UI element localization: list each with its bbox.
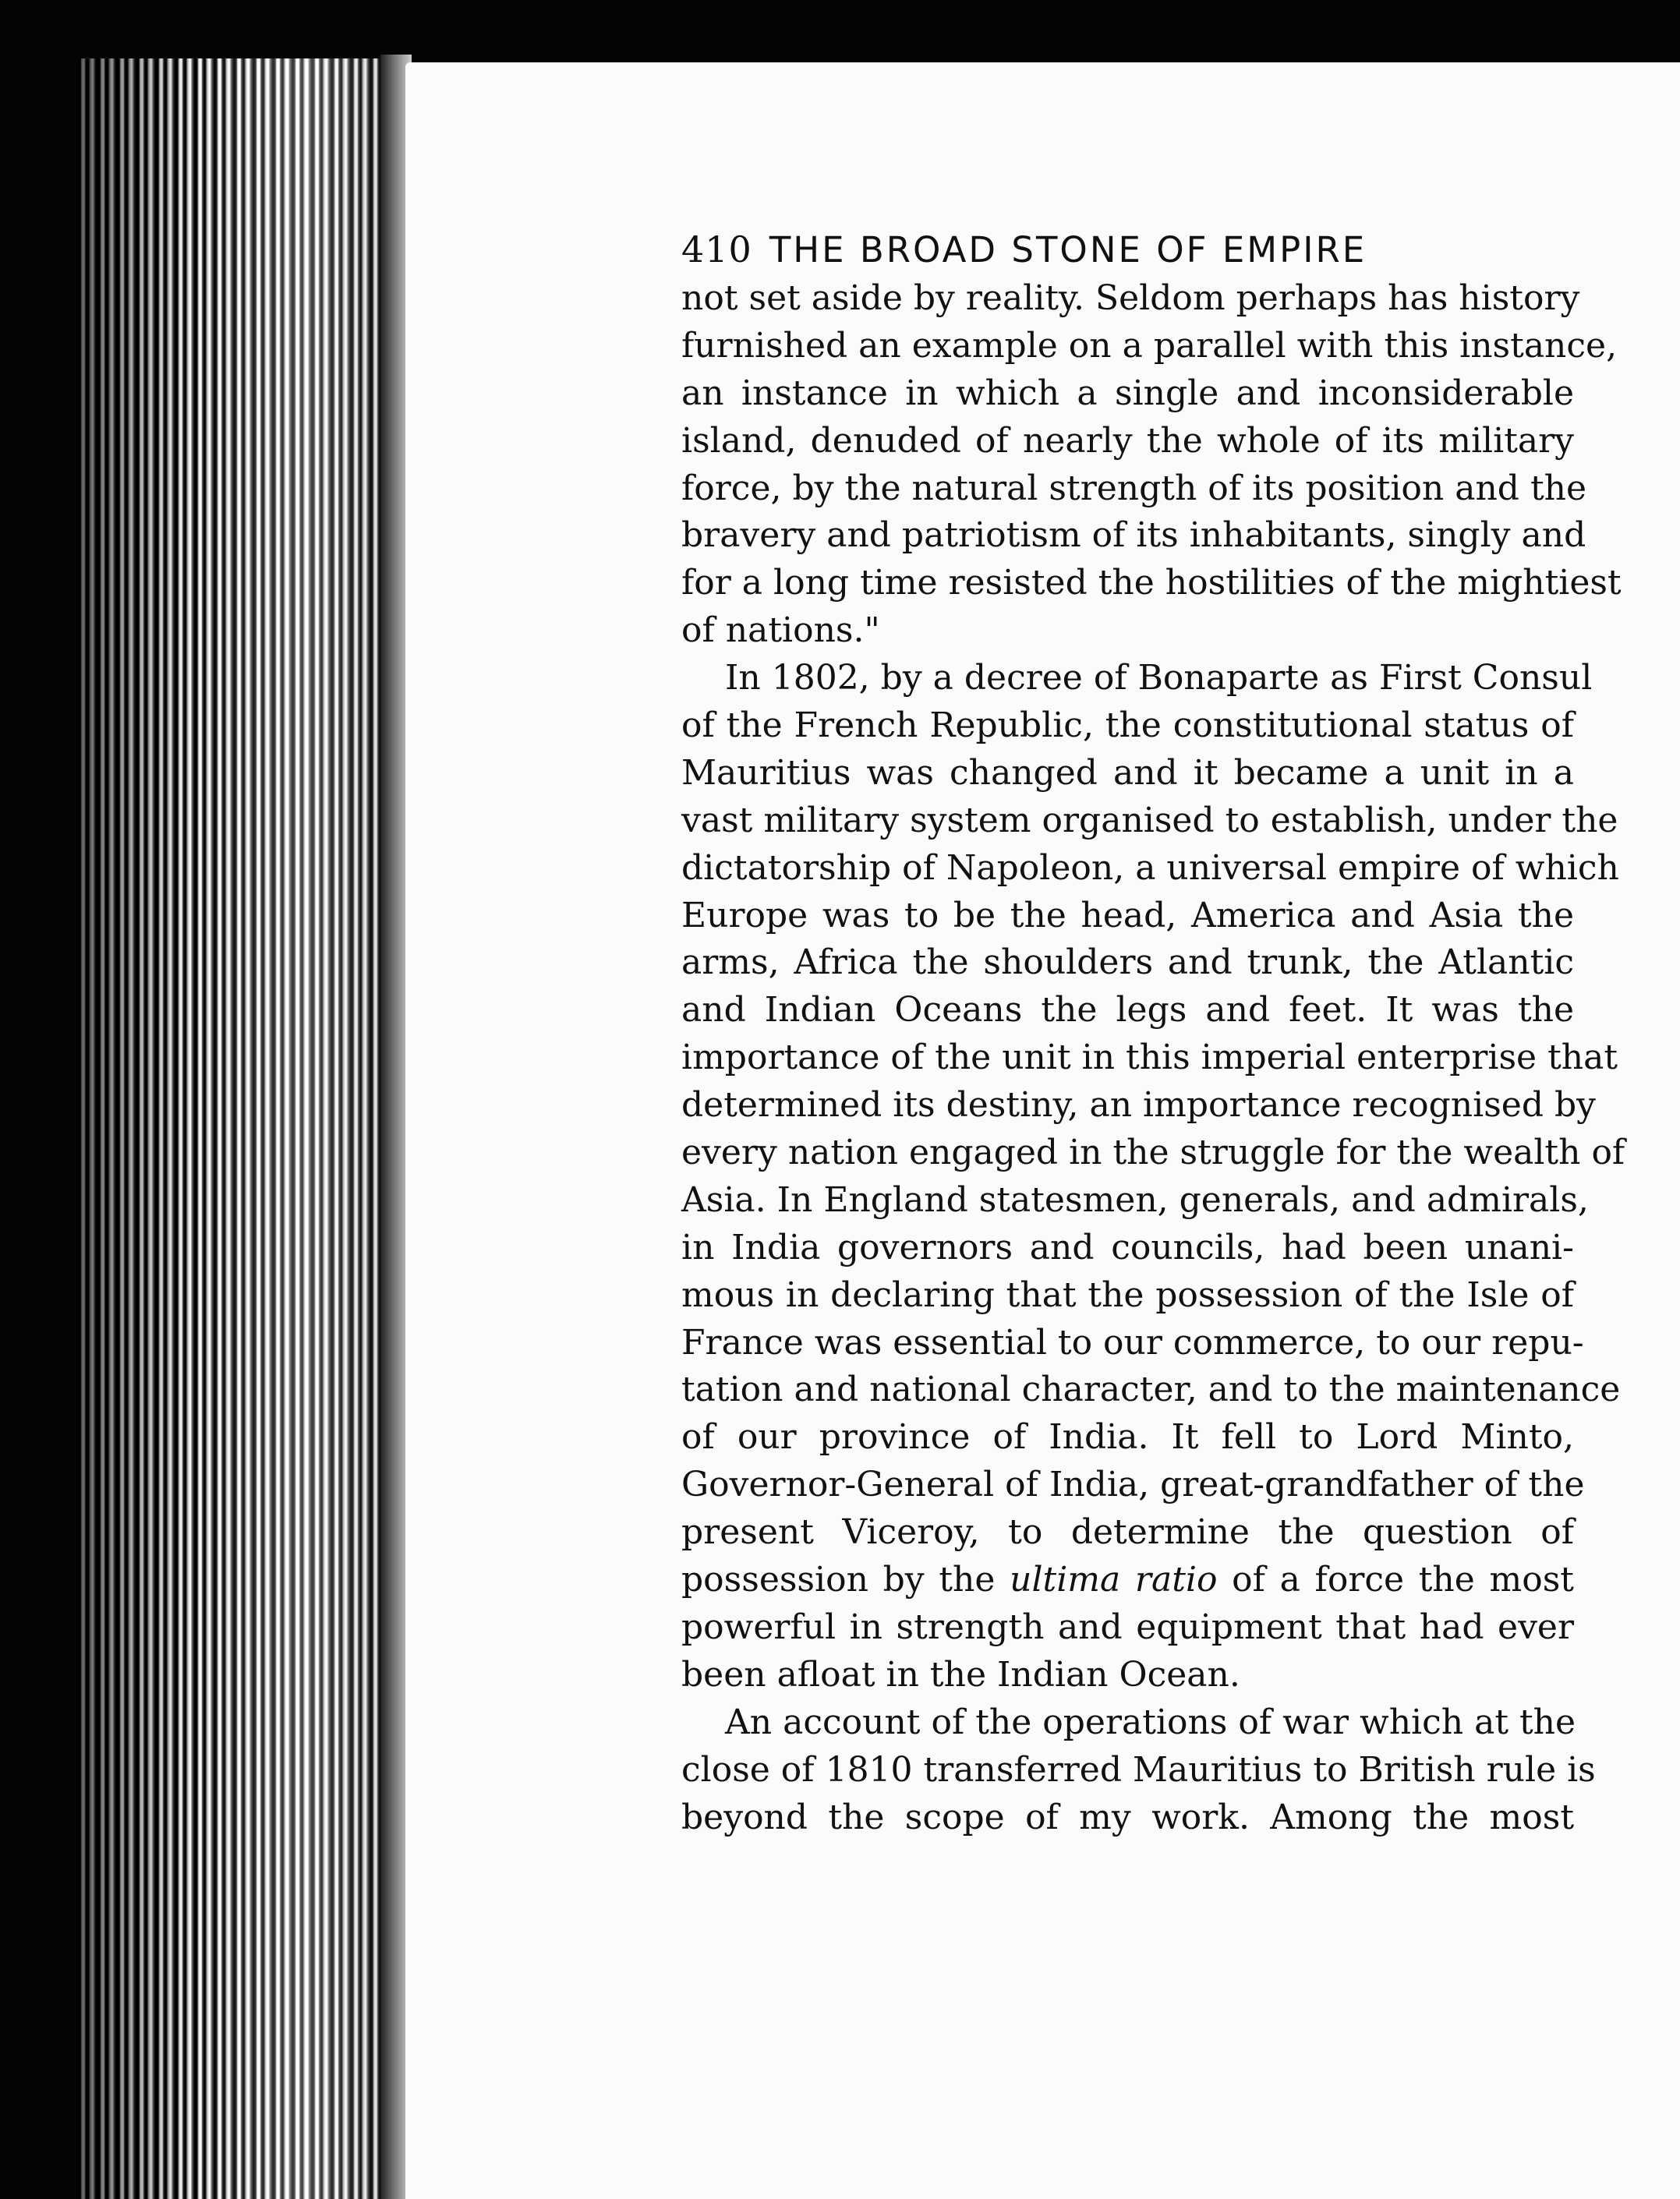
text-line: an instance in which a single and inconsiderable bbox=[681, 373, 1574, 413]
text-line: powerful in strength and equipment that had ever bbox=[681, 1607, 1574, 1647]
text-line: been afloat in the Indian Ocean. bbox=[681, 1654, 1240, 1695]
text-segment: of a force the most bbox=[1232, 1560, 1574, 1600]
text-line: furnished an example on a parallel with this instance, bbox=[681, 325, 1618, 366]
text-line-with-italic bbox=[681, 1557, 1574, 1604]
text-line: arms, Africa the shoulders and trunk, the Atlantic bbox=[681, 942, 1574, 983]
text-line: importance of the unit in this imperial enterprise that bbox=[681, 1038, 1618, 1078]
book-title: THE BROAD STONE OF EMPIRE bbox=[769, 229, 1367, 270]
text-line: every nation engaged in the struggle for the wealth of bbox=[681, 1133, 1625, 1173]
text-line: island, denuded of nearly the whole of its military bbox=[681, 420, 1574, 461]
text-line: in India governors and councils, had been unani- bbox=[681, 1227, 1574, 1267]
text-line: determined its destiny, an importance recognised by bbox=[681, 1085, 1597, 1126]
book-page bbox=[405, 62, 1680, 2199]
text-segment: possession by the bbox=[681, 1560, 996, 1600]
text-line: Governor-General of India, great-grandfather of the bbox=[681, 1465, 1585, 1505]
text-line: mous in declaring that the possession of the Isle of bbox=[681, 1275, 1574, 1315]
text-line: Mauritius was changed and it became a unit in a bbox=[681, 752, 1574, 793]
text-line: Europe was to be the head, America and Asia the bbox=[681, 895, 1574, 935]
text-line: An account of the operations of war which at the bbox=[725, 1702, 1576, 1742]
running-head bbox=[681, 226, 1574, 274]
text-line: for a long time resisted the hostilities of the mightiest bbox=[681, 563, 1622, 603]
italic-phrase: ultima ratio bbox=[1010, 1560, 1218, 1600]
stacked-page-edges bbox=[78, 58, 405, 2199]
text-line: not set aside by reality. Seldom perhaps has history bbox=[681, 278, 1580, 318]
text-line: close of 1810 transferred Mauritius to British rule is bbox=[681, 1749, 1596, 1790]
text-line: dictatorship of Napoleon, a universal empire of which bbox=[681, 847, 1619, 888]
page-number: 410 bbox=[681, 228, 752, 270]
text-line: France was essential to our commerce, to our repu- bbox=[681, 1322, 1584, 1363]
text-line: bravery and patriotism of its inhabitants, singly and bbox=[681, 515, 1586, 556]
text-line: vast military system organised to establish, under the bbox=[681, 800, 1618, 840]
text-line: of nations." bbox=[681, 610, 880, 651]
text-line: Asia. In England statesmen, generals, and admirals, bbox=[681, 1179, 1589, 1220]
text-line: of the French Republic, the constitutional status of bbox=[681, 705, 1574, 746]
text-block bbox=[681, 226, 1625, 1841]
text-line: In 1802, by a decree of Bonaparte as First Consul bbox=[725, 658, 1593, 698]
text-line: beyond the scope of my work. Among the most bbox=[681, 1797, 1574, 1837]
text-line: and Indian Oceans the legs and feet. It was the bbox=[681, 990, 1574, 1031]
text-line: force, by the natural strength of its position and the bbox=[681, 468, 1587, 508]
text-line: present Viceroy, to determine the question of bbox=[681, 1512, 1574, 1553]
text-line: of our province of India. It fell to Lord Minto, bbox=[681, 1417, 1574, 1458]
text-line: tation and national character, and to the maintenance bbox=[681, 1370, 1621, 1410]
